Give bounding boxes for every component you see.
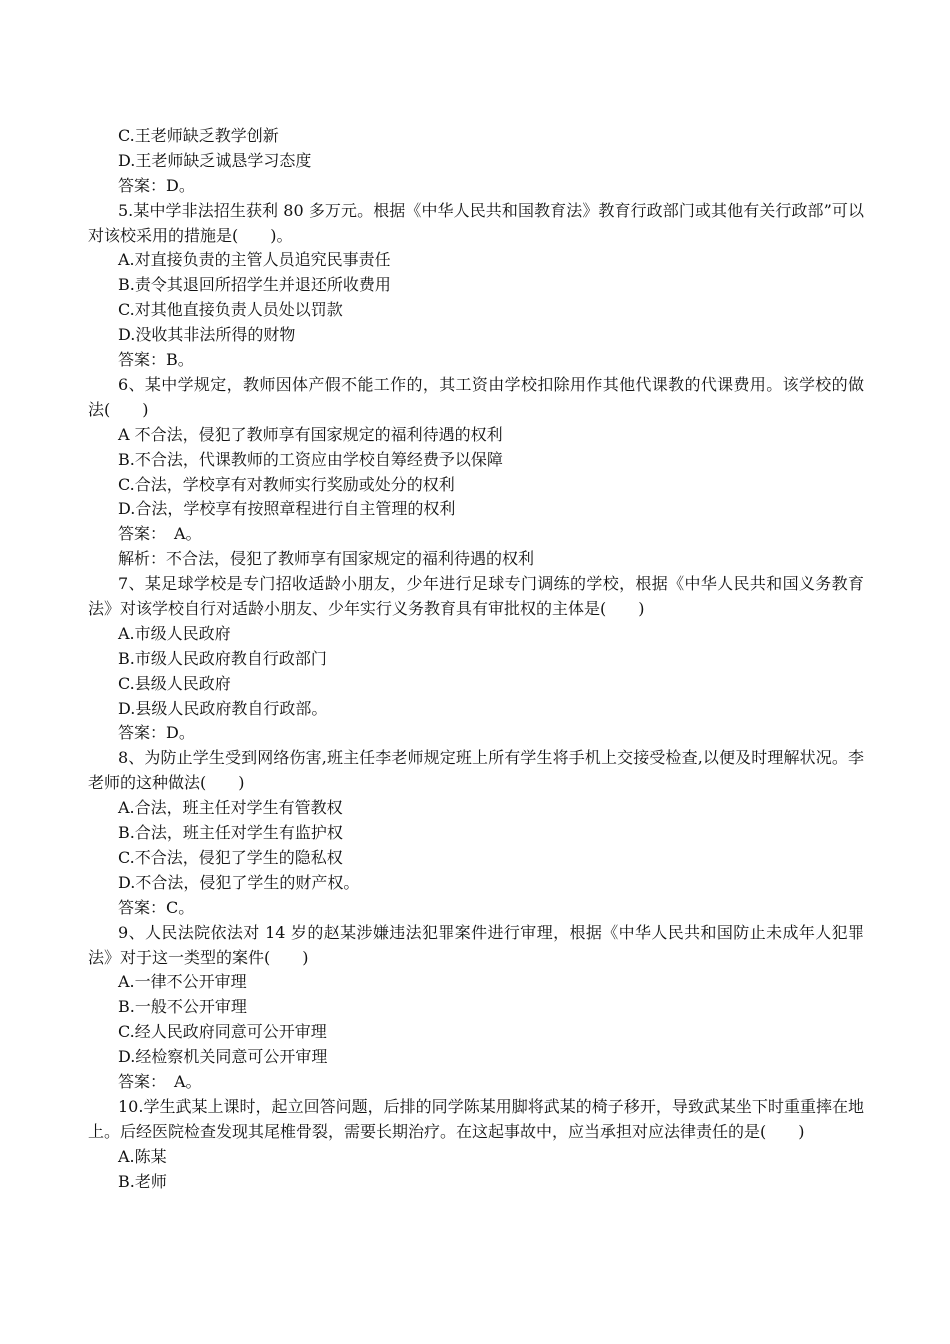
- option-line: B.不合法，代课教师的工资应由学校自筹经费予以保障: [118, 449, 503, 469]
- option-line: C.对其他直接负责人员处以罚款: [118, 300, 343, 320]
- option-line: A 不合法，侵犯了教师享有国家规定的福利待遇的权利: [118, 424, 503, 444]
- option-line: B.老师: [118, 1171, 167, 1191]
- answer-line: 答案： A。: [118, 524, 202, 544]
- option-line: B.市级人民政府教自行政部门: [118, 648, 327, 668]
- option-line: C.不合法，侵犯了学生的隐私权: [118, 847, 343, 867]
- answer-line: 答案： A。: [118, 1072, 202, 1091]
- answer-line: 答案：B。: [118, 350, 194, 370]
- option-line: D.县级人民政府教自行政部。: [118, 698, 328, 718]
- option-line: D.王老师缺乏诚恳学习态度: [118, 150, 312, 170]
- option-line: A.对直接负责的主管人员追究民事责任: [118, 250, 391, 270]
- question-text: 6、某中学规定，教师因体产假不能工作的，其工资由学校扣除用作其他代课教的代课费用。该学校的做法( ): [88, 374, 864, 419]
- option-line: B.责令其退回所招学生并退还所收费用: [118, 275, 391, 295]
- option-line: D.不合法，侵犯了学生的财产权。: [118, 872, 360, 892]
- option-line: A.陈某: [118, 1146, 167, 1166]
- question-text: 8、为防止学生受到网络伤害,班主任李老师规定班上所有学生将手机上交接受检查,以便及时理解状况。李老师的这种做法( ): [88, 748, 864, 793]
- explanation-line: 解析：不合法，侵犯了教师享有国家规定的福利待遇的权利: [118, 549, 535, 569]
- option-line: B.一般不公开审理: [118, 997, 247, 1017]
- question-text: 5.某中学非法招生获利 80 多万元。根据《中华人民共和国教育法》教育行政部门或其他有关行政部”可以对该校采用的措施是( )。: [88, 200, 864, 245]
- option-line: B.合法，班主任对学生有监护权: [118, 823, 343, 843]
- option-line: D.合法，学校享有按照章程进行自主管理的权利: [118, 499, 456, 519]
- question-text: 10.学生武某上课时，起立回答问题，后排的同学陈某用脚将武某的椅子移开，导致武某坐下时重重摔在地上。后经医院检查发现其尾椎骨裂，需要长期治疗。在这起事故中，应当承担对应法律责任的是( ): [88, 1096, 864, 1141]
- option-line: A.一律不公开审理: [118, 972, 247, 992]
- question-text: 7、某足球学校是专门招收适龄小朋友，少年进行足球专门调练的学校，根据《中华人民共和国义务教育法》对该学校自行对适龄小朋友、少年实行义务教育具有审批权的主体是( ): [88, 574, 864, 618]
- option-line: A.合法，班主任对学生有管教权: [118, 798, 343, 818]
- option-line: D.没收其非法所得的财物: [118, 325, 296, 345]
- option-line: D.经检察机关同意可公开审理: [118, 1047, 328, 1067]
- answer-line: 答案：C。: [118, 897, 195, 917]
- answer-line: 答案：D。: [118, 723, 195, 743]
- answer-line: 答案：D。: [118, 175, 195, 195]
- question-text: 9、人民法院依法对 14 岁的赵某涉嫌违法犯罪案件进行审理，根据《中华人民共和国防止未成年人犯罪法》对于这一类型的案件( ): [88, 922, 864, 967]
- option-line: A.市级人民政府: [118, 623, 231, 643]
- option-line: C.经人民政府同意可公开审理: [118, 1022, 327, 1042]
- option-line: C.县级人民政府: [118, 673, 231, 693]
- option-line: C.合法，学校享有对教师实行奖励或处分的权利: [118, 474, 455, 494]
- document-body: [88, 124, 864, 1194]
- option-line: C.王老师缺乏教学创新: [118, 126, 279, 145]
